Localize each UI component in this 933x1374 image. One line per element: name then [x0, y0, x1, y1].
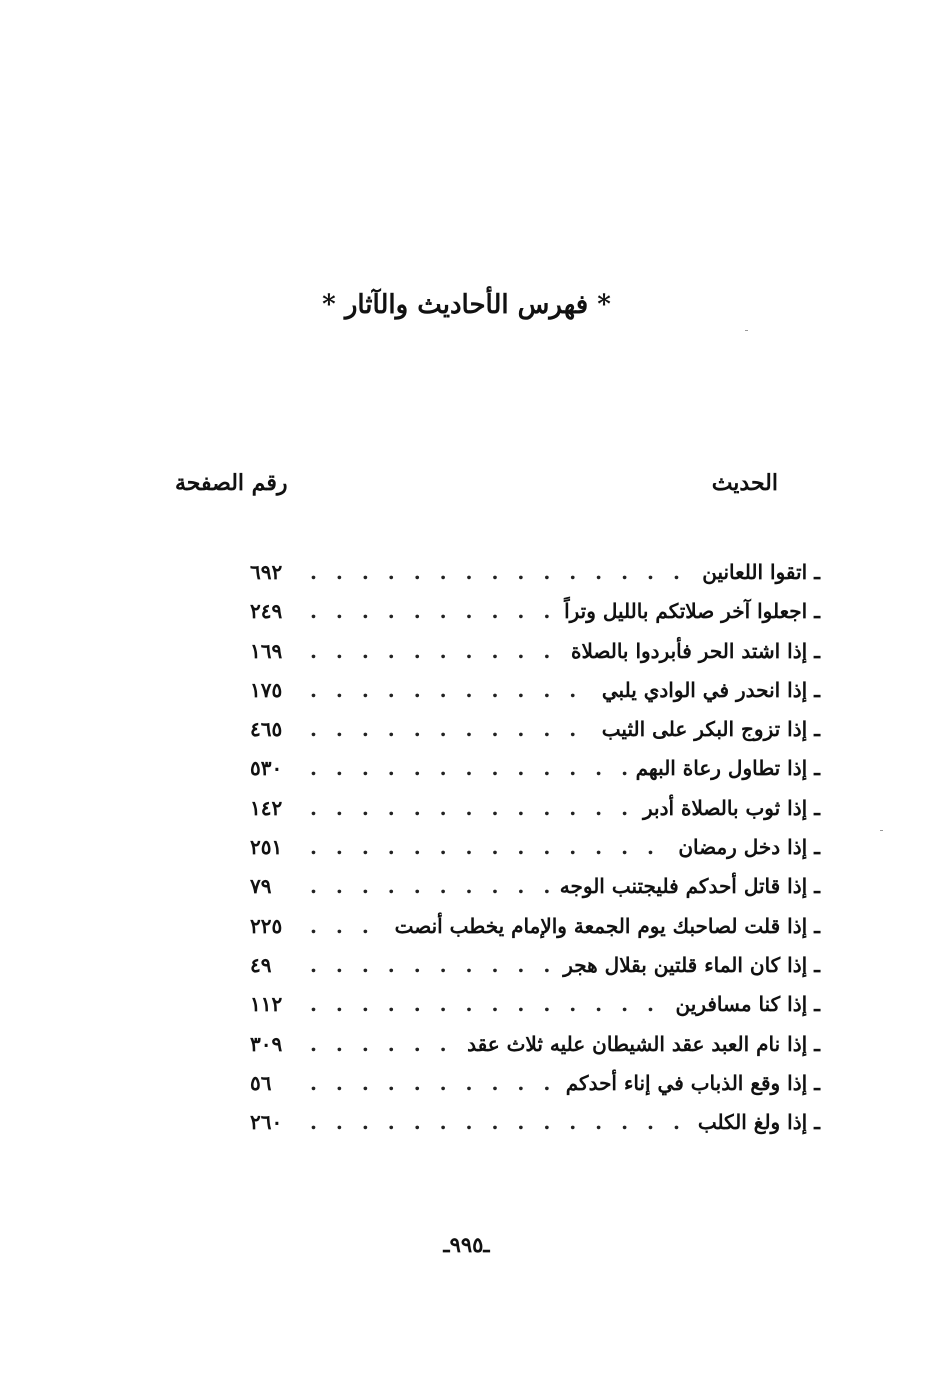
page-number: ١٦٩: [250, 638, 283, 663]
page-number: ٢٤٩: [250, 599, 283, 624]
page-number: ٤٦٥: [250, 717, 283, 742]
page-number: ٣٠٩: [250, 1031, 283, 1056]
hadith-text: ـ إذا كنا مسافرين: [675, 992, 820, 1017]
hadith-text: ـ إذا ولغ الكلب: [697, 1110, 820, 1135]
dot-leader: [310, 874, 552, 898]
index-entry: [250, 914, 820, 953]
dot-leader: [310, 639, 563, 663]
page-folio: ـ٩٩٥ـ: [443, 1232, 490, 1257]
page-number: ٦٩٢: [250, 560, 283, 584]
page-number: ٢٢٥: [250, 913, 283, 938]
dot-leader: [310, 560, 694, 584]
index-entry: [250, 678, 820, 717]
hadith-text: ـ اجعلوا آخر صلاتكم بالليل وتراً: [564, 599, 820, 624]
hadith-text: ـ إذا تطاول رعاة البهم: [635, 756, 820, 781]
page-number: ١٧٥: [250, 677, 283, 702]
index-entry: [250, 1110, 820, 1149]
page-number: ٧٩: [250, 874, 272, 899]
index-entry: [250, 992, 820, 1031]
index-entry: [250, 835, 820, 874]
scan-speck: [745, 330, 748, 331]
column-header-hadith: الحديث: [711, 470, 778, 496]
hadith-text: ـ إذا كان الماء قلتين بقلال هجر: [563, 952, 820, 977]
page-number: ١١٢: [250, 992, 283, 1017]
hadith-text: ـ إذا نام العبد عقد الشيطان عليه ثلاث عقد: [467, 1031, 820, 1056]
index-entry: [250, 717, 820, 756]
dot-leader: [310, 835, 670, 859]
page-number: ١٤٢: [250, 795, 283, 820]
index-entry: [250, 560, 820, 599]
index-entry: [250, 1032, 820, 1071]
index-entry: [250, 639, 820, 678]
hadith-text: ـ إذا وقع الذباب في إناء أحدكم: [565, 1070, 820, 1095]
dot-leader: [310, 992, 668, 1016]
scan-speck: [880, 830, 883, 831]
index-entry: [250, 1071, 820, 1110]
hadith-text: ـ إذا قلت لصاحبك يوم الجمعة والإمام يخطب أنصت: [394, 913, 820, 938]
hadith-text: ـ إذا اشتد الحر فأبردوا بالصلاة: [570, 638, 820, 663]
hadith-text: ـ إذا انحدر في الوادي يلبي: [601, 677, 820, 702]
hadith-text: ـ إذا تزوج البكر على الثيب: [601, 717, 820, 742]
dot-leader: [310, 1110, 690, 1134]
index-entry: [250, 796, 820, 835]
hadith-index-list: [250, 560, 820, 1149]
dot-leader: [310, 756, 628, 780]
page-number: ٥٦: [250, 1070, 272, 1095]
hadith-text: ـ اتقوا اللعانين: [702, 560, 820, 584]
page-number: ٤٩: [250, 952, 272, 977]
hadith-text: ـ إذا قاتل أحدكم فليجتنب الوجه: [559, 874, 820, 899]
index-entry: [250, 599, 820, 638]
dot-leader: [310, 1032, 459, 1056]
page-number: ٥٣٠: [250, 756, 283, 781]
dot-leader: [310, 953, 555, 977]
dot-leader: [310, 1071, 558, 1095]
hadith-text: ـ إذا دخل رمضان: [678, 835, 820, 860]
hadith-text: ـ إذا ثوب بالصلاة أدبر: [642, 795, 820, 820]
index-entry: [250, 874, 820, 913]
index-title: * فهرس الأحاديث والآثار *: [322, 290, 611, 320]
page-number: ٢٦٠: [250, 1110, 283, 1135]
dot-leader: [310, 796, 635, 820]
dot-leader: [310, 914, 387, 938]
index-entry: [250, 756, 820, 795]
index-entry: [250, 953, 820, 992]
page-number: ٢٥١: [250, 835, 283, 860]
dot-leader: [310, 717, 594, 741]
dot-leader: [310, 599, 556, 623]
dot-leader: [310, 678, 594, 702]
column-header-page-number: رقم الصفحة: [175, 470, 288, 496]
